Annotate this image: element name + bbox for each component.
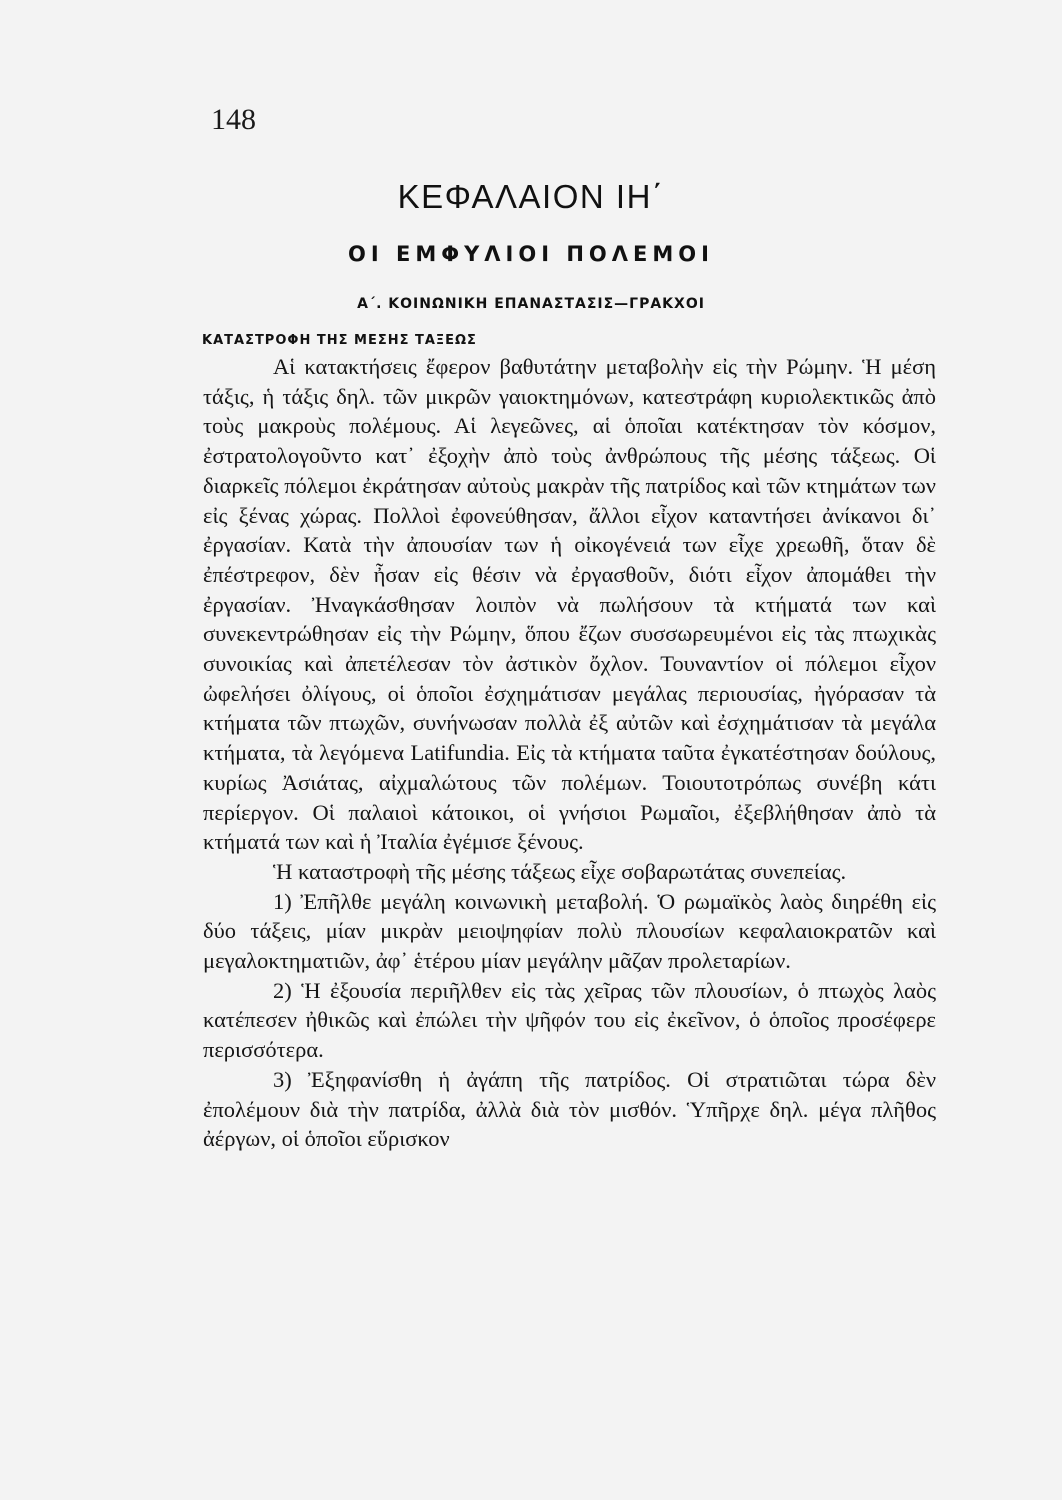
chapter-title: ΚΕΦΑΛΑΙΟΝ ΙΗ΄ <box>397 178 665 215</box>
paragraph-consequences: Ἡ καταστροφὴ τῆς μέσης τάξεως εἶχε σοβαρωτάτας συνεπείας. <box>273 858 847 884</box>
subsection-title: Α΄. ΚΟΙΝΩΝΙΚΗ ΕΠΑΝΑΣΤΑΣΙΣ—ΓΡΑΚΧΟΙ <box>357 296 705 312</box>
paragraph-point-3: 3) Ἐξηφανίσθη ἡ ἀγάπη τῆς πατρίδος. Οἱ στρατιῶται τώρα δὲν ἐπολέμουν διὰ τὴν πατρίδα, ἀλλὰ διὰ τὸν μισθόν. Ὑπῆρχε δηλ. μέγα πλῆθος ἀέργων, οἱ ὁποῖοι εὕρισκον <box>203 1066 936 1152</box>
body-text <box>203 352 936 1154</box>
topic-heading: ΚΑΤΑΣΤΡΟΦΗ ΤΗΣ ΜΕΣΗΣ ΤΑΞΕΩΣ <box>202 333 477 348</box>
page-number: 148 <box>211 103 256 136</box>
paragraph-main: Αἱ κατακτήσεις ἔφερον βαθυτάτην μεταβολὴν εἰς τὴν Ρώμην. Ἡ μέση τάξις, ἡ τάξις δηλ. τῶν μικρῶν γαιοκτημόνων, κατεστράφη κυριολεκτικῶς ἀπὸ τοὺς μακροὺς πολέμους. Αἱ λεγεῶνες, αἱ ὁποῖαι κατέκτησαν τὸν κόσμον, ἐστρατολογοῦντο κατ᾽ ἐξοχὴν ἀπὸ τοὺς ἀνθρώπους τῆς μέσης τάξεως. Οἱ διαρκεῖς πόλεμοι ἐκράτησαν αὐτοὺς μακρὰν τῆς πατρίδος καὶ τῶν κτημάτων των εἰς ξένας χώρας. Πολλοὶ ἐφονεύθησαν, ἄλλοι εἶχον καταντήσει ἀνίκανοι δι᾽ ἐργασίαν. Κατὰ τὴν ἀπουσίαν των ἡ οἰκογένειά των εἶχε χρεωθῆ, ὅταν δὲ ἐπέστρεφον, δὲν ἦσαν εἰς θέσιν νὰ ἐργασθοῦν, διότι εἶχον ἀπομάθει τὴν ἐργασίαν. Ἠναγκάσθησαν λοιπὸν νὰ πωλήσουν τὰ κτήματά των καὶ συνεκεντρώθησαν εἰς τὴν Ρώμην, ὅπου ἔζων συσσωρευμένοι εἰς τὰς πτωχικὰς συνοικίας καὶ ἀπετέλεσαν τὸν ἀστικὸν ὄχλον. Τουναντίον οἱ πόλεμοι εἶχον ὠφελήσει ὀλίγους, οἱ ὁποῖοι ἐσχημάτισαν μεγάλας περιουσίας, ἠγόρασαν τὰ κτήματα τῶν πτωχῶν, συνήνωσαν πολλὰ ἐξ αὐτῶν καὶ ἐσχημάτισαν τὰ μεγάλα κτήματα, τὰ λεγόμενα Latifundia. Εἰς τὰ κτήματα ταῦτα ἐγκατέστησαν δούλους, κυρίως Ἀσιάτας, αἰχμαλώτους τῶν πολέμων. Τοιουτοτρόπως συνέβη κάτι περίεργον. Οἱ παλαιοὶ κάτοικοι, οἱ γνήσιοι Ρωμαῖοι, ἐξεβλήθησαν ἀπὸ τὰ κτήματά των καὶ ἡ Ἰταλία ἐγέμισε ξένους. <box>203 354 936 855</box>
paragraph-point-1: 1) Ἐπῆλθε μεγάλη κοινωνικὴ μεταβολή. Ὁ ρωμαϊκὸς λαὸς διηρέθη εἰς δύο τάξεις, μίαν μικρὰν μειοψηφίαν πολὺ πλουσίων κεφαλαιοκρατῶν καὶ μεγαλοκτηματιῶν, ἀφ᾽ ἑτέρου μίαν μεγάλην μᾶζαν προλεταρίων. <box>203 888 936 974</box>
paragraph-point-2: 2) Ἡ ἐξουσία περιῆλθεν εἰς τὰς χεῖρας τῶν πλουσίων, ὁ πτωχὸς λαὸς κατέπεσεν ἠθικῶς καὶ ἐπώλει τὴν ψῆφόν του εἰς ἐκεῖνον, ὁ ὁποῖος προσέφερε περισσότερα. <box>203 977 936 1063</box>
section-title: ΟΙ ΕΜΦΥΛΙΟΙ ΠΟΛΕΜΟΙ <box>348 242 714 266</box>
